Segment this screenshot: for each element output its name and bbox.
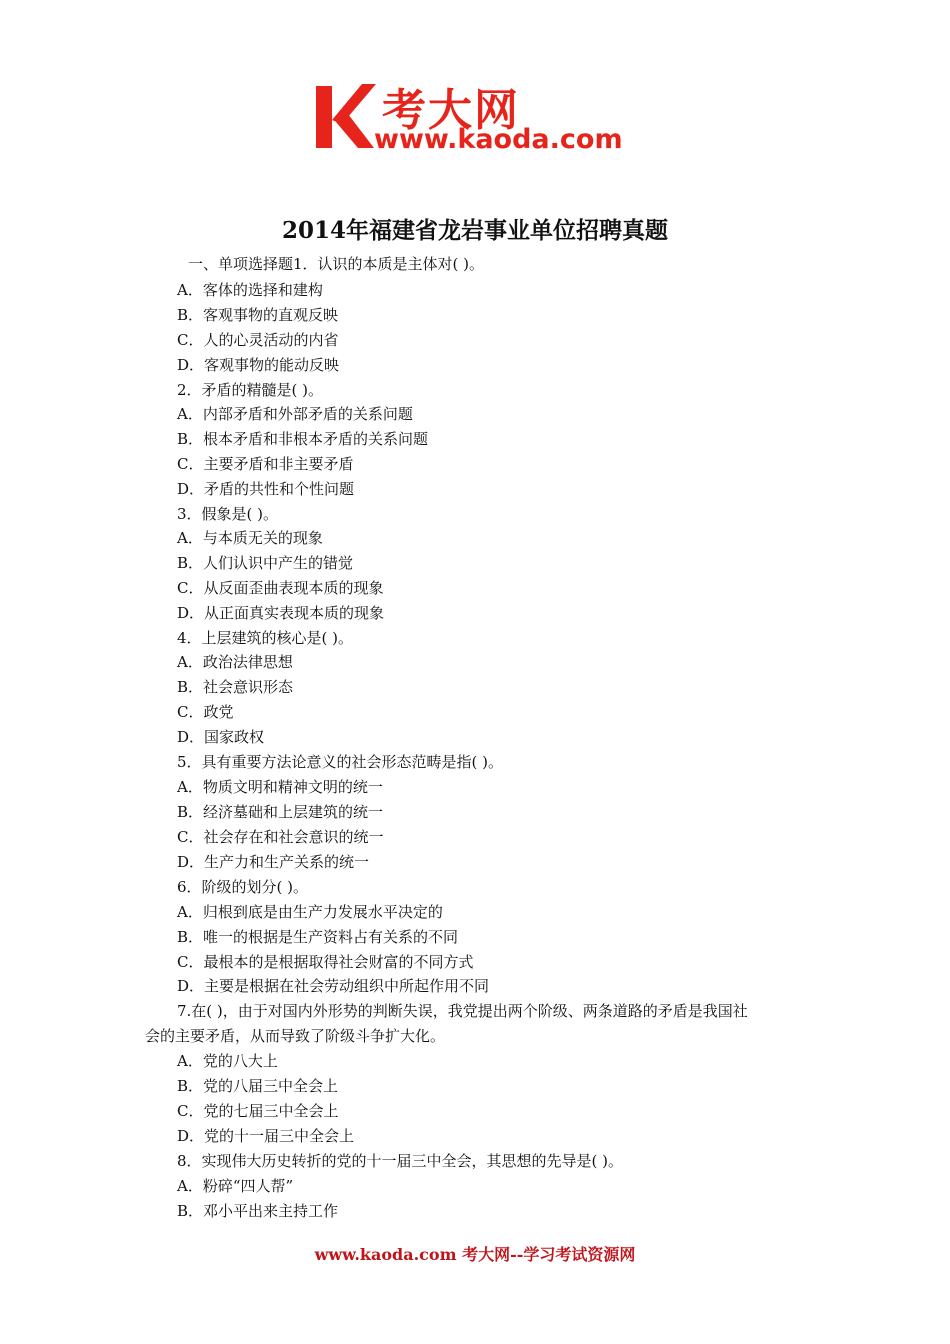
text-line: A．归根到底是由生产力发展水平决定的	[177, 903, 443, 921]
text-line: D．党的十一届三中全会上	[177, 1127, 355, 1145]
text-line: A．党的八大上	[177, 1052, 278, 1070]
text-line: B．根本矛盾和非根本矛盾的关系问题	[177, 430, 429, 448]
footer-link[interactable]: www.kaoda.com 考大网--学习考试资源网	[314, 1245, 636, 1264]
text-line: 7.在( )，由于对国内外形势的判断失误，我党提出两个阶级、两条道路的矛盾是我国社	[177, 1002, 748, 1020]
text-line: A．与本质无关的现象	[177, 529, 323, 547]
logo-text-cn: 考大网	[382, 85, 520, 136]
text-line: D．矛盾的共性和个性问题	[177, 480, 355, 498]
text-line: C．主要矛盾和非主要矛盾	[177, 455, 354, 473]
text-line: A．粉碎“四人帮”	[177, 1177, 294, 1195]
text-line: C．最根本的是根据取得社会财富的不同方式	[177, 953, 474, 971]
text-line: 6．阶级的划分( )。	[177, 878, 309, 896]
text-line: 2．矛盾的精髓是( )。	[177, 381, 324, 399]
text-line: C．人的心灵活动的内省	[177, 331, 339, 349]
text-line: 5．具有重要方法论意义的社会形态范畴是指( )。	[177, 753, 504, 771]
text-line: B．唯一的根据是生产资料占有关系的不同	[177, 928, 459, 946]
page-title: 2014年福建省龙岩事业单位招聘真题	[281, 217, 668, 244]
text-line: A．客体的选择和建构	[177, 281, 323, 299]
text-line: C．从反面歪曲表现本质的现象	[177, 579, 384, 597]
text-line: C．社会存在和社会意识的统一	[177, 828, 384, 846]
text-line: B．人们认识中产生的错觉	[177, 554, 354, 572]
text-line: B．客观事物的直观反映	[177, 306, 339, 324]
text-line: 3．假象是( )。	[177, 505, 279, 523]
text-line: A．物质文明和精神文明的统一	[177, 778, 383, 796]
text-line: 4．上层建筑的核心是( )。	[177, 629, 354, 647]
text-line: D．国家政权	[177, 728, 265, 746]
text-line: D．主要是根据在社会劳动组织中所起作用不同	[177, 977, 490, 995]
text-line: B．邓小平出来主持工作	[177, 1202, 339, 1220]
text-line: B．经济墓础和上层建筑的统一	[177, 803, 384, 821]
text-line: A．政治法律思想	[177, 653, 293, 671]
text-line: A．内部矛盾和外部矛盾的关系问题	[177, 405, 413, 423]
text-line: B．社会意识形态	[177, 678, 294, 696]
text-line: 会的主要矛盾，从而导致了阶级斗争扩大化。	[145, 1027, 446, 1045]
text-line: C．党的七届三中全会上	[177, 1102, 339, 1120]
text-line: C．政党	[177, 703, 234, 721]
logo-url: www.kaoda.com	[374, 124, 623, 155]
k-logo-icon	[312, 82, 376, 152]
text-line: D．客观事物的能动反映	[177, 356, 340, 374]
text-line: D．从正面真实表现本质的现象	[177, 604, 385, 622]
kaoda-logo	[312, 80, 637, 164]
text-line: B．党的八届三中全会上	[177, 1077, 339, 1095]
text-line: 一、单项选择题1．认识的本质是主体对( )。	[188, 255, 485, 273]
text-line: D．生产力和生产关系的统一	[177, 853, 370, 871]
text-line: 8．实现伟大历史转折的党的十一届三中全会，其思想的先导是( )。	[177, 1152, 624, 1170]
